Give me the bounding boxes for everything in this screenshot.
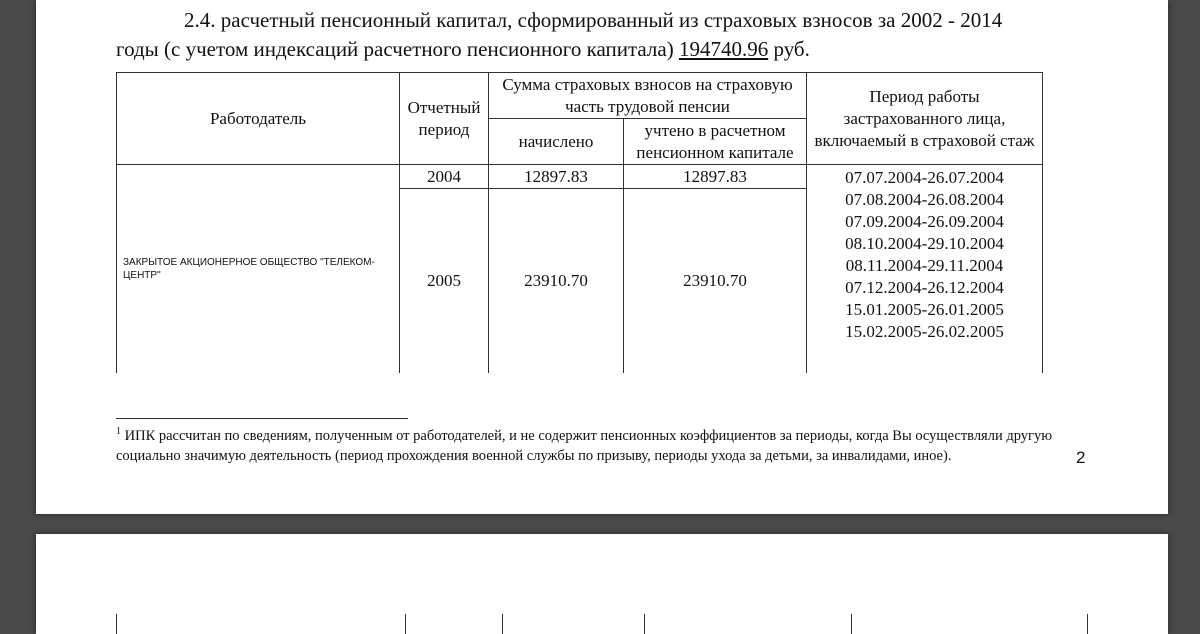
header-counted: учтено в расчетном пенсионном капитале	[624, 119, 807, 165]
row-2005-counted: 23910.70	[624, 189, 807, 373]
footnote-text: ИПК рассчитан по сведениям, полученным от работодателей, и не содержит пенсионных коэффициентов за периоды, когда Вы осуществляли другую социально значимую деятельность (период прохождения военной службы по призыву, периоды ухода за детьми, за инвалидами, иное).	[116, 427, 1053, 464]
header-accrued: начислено	[489, 119, 624, 165]
work-period: 08.10.2004-29.10.2004	[845, 234, 1004, 253]
footnote-marker: 1	[116, 426, 121, 437]
work-period: 15.01.2005-26.01.2005	[845, 300, 1004, 319]
row-2005-accrued: 23910.70	[489, 189, 624, 373]
page-number: 2	[1076, 448, 1086, 467]
document-page-2	[36, 534, 1168, 634]
work-period: 07.12.2004-26.12.2004	[845, 278, 1004, 297]
footnote	[116, 422, 1096, 466]
employer-name: ЗАКРЫТОЕ АКЦИОНЕРНОЕ ОБЩЕСТВО "ТЕЛЕКОМ-ЦЕНТР"	[117, 165, 400, 373]
document-page-1	[36, 0, 1168, 514]
work-periods-cell	[807, 165, 1043, 373]
row-2004-counted: 12897.83	[624, 165, 807, 189]
section-title-line2: годы (с учетом индексаций расчетного пенсионного капитала)	[116, 37, 674, 61]
header-employer: Работодатель	[117, 73, 400, 165]
currency-label: руб.	[773, 37, 810, 61]
row-2004-year: 2004	[400, 165, 489, 189]
work-period: 08.11.2004-29.11.2004	[845, 256, 1004, 275]
header-work-period: Период работы застрахованного лица, включаемый в страховой стаж	[807, 73, 1043, 165]
work-period: 07.07.2004-26.07.2004	[845, 168, 1004, 187]
header-period: Отчетный период	[400, 73, 489, 165]
section-title-line1: расчетный пенсионный капитал, сформированный из страховых взносов за 2002 - 2014	[220, 8, 1003, 32]
row-2004-accrued: 12897.83	[489, 165, 624, 189]
row-2005-year: 2005	[400, 189, 489, 373]
section-number: 2.4.	[184, 8, 216, 32]
work-period: 07.08.2004-26.08.2004	[845, 190, 1004, 209]
pension-table	[116, 72, 1043, 373]
work-period: 15.02.2005-26.02.2005	[845, 322, 1004, 341]
work-period: 07.09.2004-26.09.2004	[845, 212, 1004, 231]
header-contributions: Сумма страховых взносов на страховую часть трудовой пенсии	[489, 73, 807, 119]
section-heading	[116, 6, 1116, 64]
pension-capital-value: 194740.96	[678, 37, 769, 61]
footnote-divider	[116, 418, 408, 419]
table-continuation	[116, 614, 1088, 634]
